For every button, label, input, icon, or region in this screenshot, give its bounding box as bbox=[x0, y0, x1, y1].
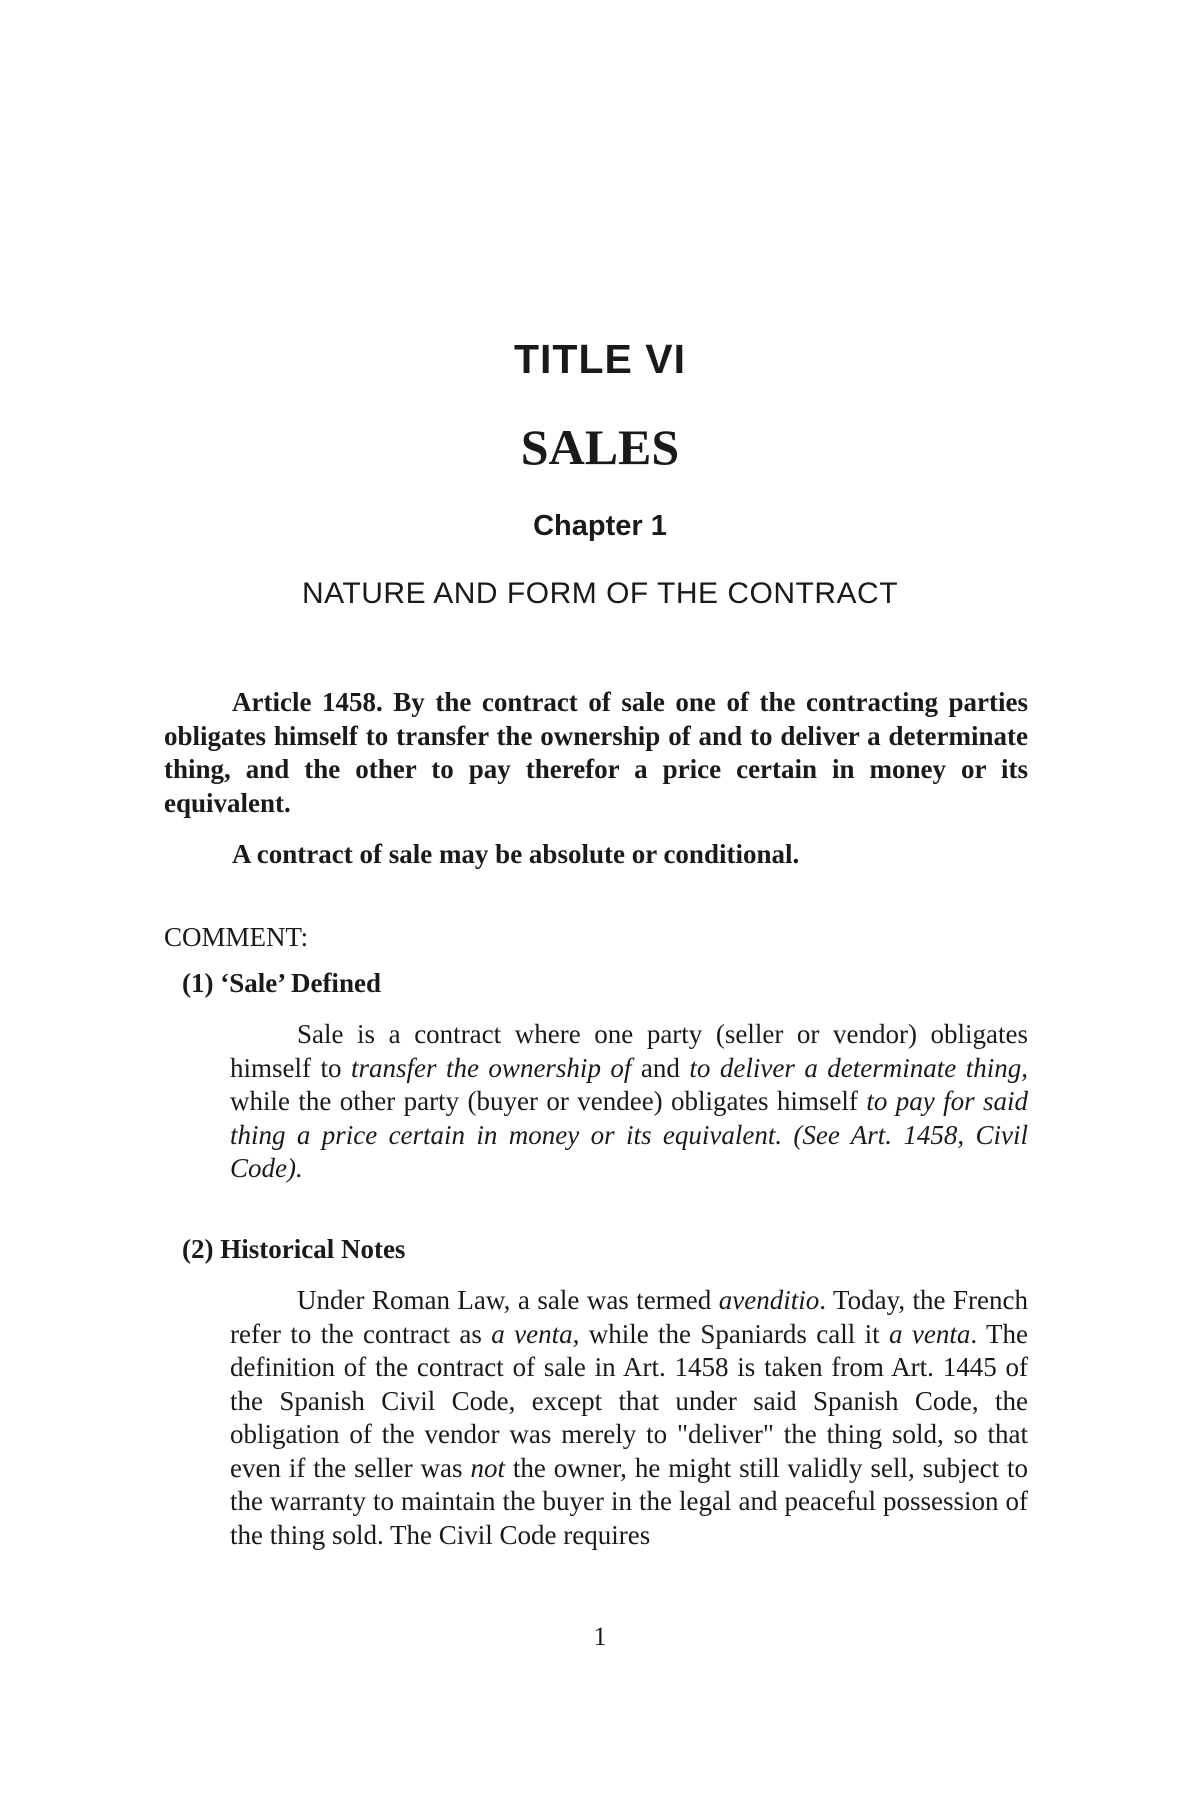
italic-run: avenditio bbox=[718, 1285, 820, 1315]
subject-heading: SALES bbox=[520, 419, 680, 475]
chapter-title: NATURE AND FORM OF THE CONTRACT bbox=[301, 577, 899, 610]
text-run: Sale is a contract where one party (seller or vendor) obligates himself to bbox=[230, 1019, 1028, 1083]
text-run: while the Spaniards call it bbox=[579, 1318, 889, 1349]
text-run: while the other party (buyer or vendee) obligates himself bbox=[230, 1086, 867, 1116]
text-run: . The definition of the contract of sale in Art. 1458 is taken from Art. 1445 of the Spanish Civil Code, except that under said Spanish Code, the obligation of the vendor was merely to "deliver" the thing sold, so that even if the seller was bbox=[230, 1318, 1028, 1483]
italic-run: not bbox=[470, 1452, 505, 1483]
italic-run: to pay for said thing a price certain in money or its equivalent. (See Art. 1458, Civil Code). bbox=[230, 1086, 1028, 1183]
text-run: . Today, the French refer to the contract as bbox=[230, 1285, 1028, 1349]
page-number: 1 bbox=[593, 1622, 607, 1651]
section-heading-sale-defined: (1) ‘Sale’ Defined bbox=[182, 968, 381, 998]
italic-run: transfer the ownership of bbox=[350, 1052, 632, 1083]
section-body-historical-notes bbox=[230, 1284, 1028, 1552]
article-paragraph: Article 1458. By the contract of sale one of the contracting parties obligates himself to transfer the ownership of and to deliver a determinate thing, and the other to pay therefor a price certain in money or its equivalent. bbox=[164, 687, 1028, 818]
paragraph bbox=[230, 1018, 1028, 1186]
article-text bbox=[164, 686, 1028, 820]
article-paragraph-2: A contract of sale may be absolute or conditional. bbox=[232, 839, 800, 869]
comment-label: COMMENT: bbox=[164, 922, 309, 952]
paragraph bbox=[230, 1284, 1028, 1552]
section-heading-historical-notes: (2) Historical Notes bbox=[182, 1234, 406, 1264]
italic-run: a venta, bbox=[491, 1318, 580, 1349]
section-body-sale-defined bbox=[230, 1018, 1028, 1186]
chapter-label: Chapter 1 bbox=[533, 510, 667, 542]
title-heading: TITLE VI bbox=[514, 336, 686, 382]
italic-run: to deliver a determinate thing, bbox=[689, 1052, 1029, 1083]
text-run: Under Roman Law, a sale was termed bbox=[297, 1285, 719, 1315]
italic-run: a venta bbox=[889, 1318, 971, 1349]
text-run: the owner, he might still validly sell, subject to the warranty to maintain the buyer in the legal and peaceful possession of the thing sold. The Civil Code requires bbox=[230, 1452, 1028, 1550]
text-run: and bbox=[631, 1052, 690, 1083]
